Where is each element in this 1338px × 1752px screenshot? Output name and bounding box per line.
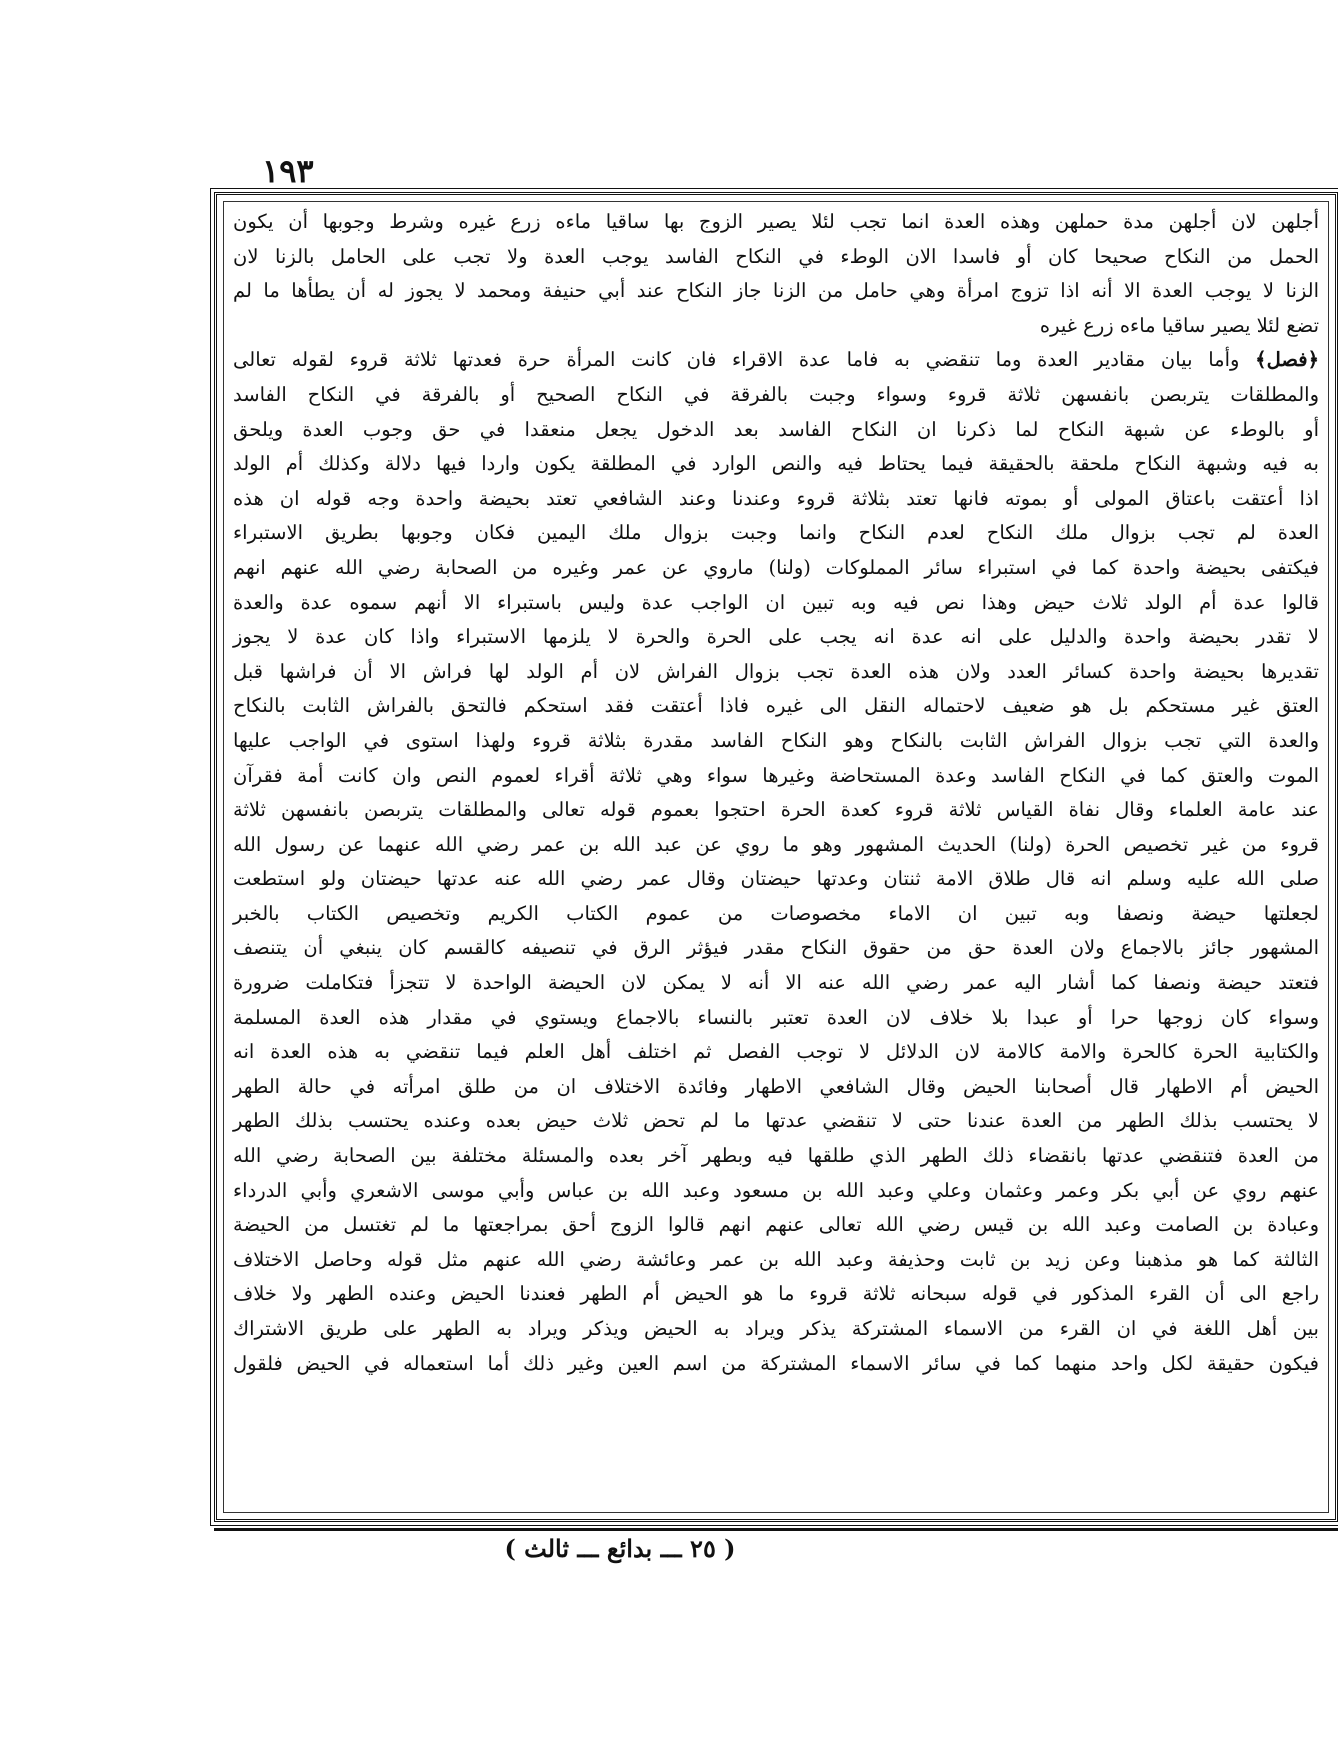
text-line: والمطلقات يتربصن بانفسهن ثلاثة قروء وسواء وجبت بالفرقة في النكاح الصحيح أو بالفرقة في النكاح الفاسد [233,382,1319,406]
text-line: صلى الله عليه وسلم انه قال طلاق الامة ثنتان وعدتها حيضتان وقال عمر رضي الله عنه عدتها حيضتان ولو استطعت [233,867,1319,891]
text-line: راجع الى أن القرء المذكور في قوله سبحانه ثلاثة قروء ما هو الحيض أم الطهر فعندنا الحيض وعنده الطهر ولا خلاف [233,1282,1319,1306]
text-line: والكتابية الحرة كالحرة والامة كالامة لان الدلائل لا توجب الفصل ثم اختلف أهل العلم فيما تنقضي به هذه العدة انه [233,1040,1319,1064]
section-heading: ﴿فصل﴾ [1255,348,1319,372]
text-line: من العدة فتنقضي عدتها بانقضاء ذلك الطهر الذي طلقها فيه وبطهر آخر بعده والمسئلة مختلفة بين الصحابة رضي الله [233,1144,1319,1168]
text-line: ﴿فصل﴾ وأما بيان مقادير العدة وما تنقضي به فاما عدة الاقراء فان كانت المرأة حرة فعدتها ثلاثة قروء لقوله تعالى [233,348,1319,372]
text-line: والعدة التي تجب بزوال الفراش الثابت بالنكاح وهو النكاح الفاسد مقدرة بثلاثة قروء ولهذا استوى في الواجب عليها [233,728,1319,752]
text-body [233,205,1319,1509]
text-line: العتق غير مستحكم بل هو ضعيف لاحتماله النقل الى غيره فاذا أعتقت فقد استحكم فالتحق بالفراش الثابت بالنكاح [233,694,1319,718]
text-line: فيكتفى بحيضة واحدة كما في استبراء سائر المملوكات (ولنا) ماروي عن عمر وغيره من الصحابة رضي الله عنهم انهم [233,555,1319,579]
text-line: الحيض أم الاطهار قال أصحابنا الحيض وقال الشافعي الاطهار وفائدة الاختلاف ان من طلق امرأته في حالة الطهر [233,1074,1319,1098]
text-line: به فيه وشبهة النكاح ملحقة بالحقيقة فيما يحتاط فيه والنص الوارد في المطلقة يكون واردا فيها دلالة وكذلك أم الولد [233,452,1319,476]
page-footer: ( ٢٥ ـــ بدائع ـــ ثالث ) [504,1534,736,1563]
text-frame [214,192,1338,1522]
text-line: الثالثة كما هو مذهبنا وعن زيد بن ثابت وحذيفة وعبد الله بن عمر وعائشة رضي الله عنهم مثل قوله وحاصل الاختلاف [233,1247,1319,1271]
text-line: الحمل من النكاح صحيحا كان أو فاسدا الان الوطء في النكاح الفاسد يوجب العدة ولا تجب على الحامل بالزنا لان [233,244,1319,268]
text-line: أو بالوطء عن شبهة النكاح لما ذكرنا ان النكاح الفاسد بعد الدخول يجعل منعقدا في حق وجوب العدة ويلحق [233,417,1319,441]
text-line: بين أهل اللغة في ان القرء من الاسماء المشتركة يذكر ويراد به الحيض ويذكر ويراد به الطهر على طريق الاشتراك [233,1317,1319,1340]
text-line: قروء من غير تخصيص الحرة (ولنا) الحديث المشهور وهو ما روي عن عبد الله بن عمر رضي الله عنهما عن رسول الله [233,832,1319,856]
text-line: الموت والعتق كما في النكاح الفاسد وعدة المستحاضة وغيرها سواء وهي ثلاثة أقراء لعموم النص وان كانت أمة فقرآن [233,763,1319,787]
bottom-rule [214,1528,1338,1531]
text-line: لا تقدر بحيضة واحدة والدليل على انه عدة انه يجب على الحرة والحرة لا يلزمها الاستبراء واذا كان عدة لا يجوز [233,625,1319,649]
text-line: العدة لم تجب بزوال ملك النكاح لعدم النكاح وانما وجبت بزوال ملك اليمين فكان وجوبها بطريق الاستبراء [233,521,1319,545]
text-line: أجلهن لان أجلهن مدة حملهن وهذه العدة انما تجب لئلا يصير الزوج بها ساقيا ماءه زرع غيره وشرط وجوبها أن يكون [233,210,1319,233]
text-line: فتعتد حيضة ونصفا كما أشار اليه عمر رضي الله عنه الا أنه لا يمكن لان الحيضة الواحدة لا تتجزأ فتكاملت ضرورة [233,971,1319,995]
text-line: فيكون حقيقة لكل واحد منهما كما في سائر الاسماء المشتركة من اسم العين وغير ذلك أما استعماله في الحيض فلقول [233,1351,1319,1375]
text-line: تقديرها بحيضة واحدة كسائر العدد ولان هذه العدة تجب بزوال الفراش لان أم الولد لها فراش الا أن فراشها قبل [233,659,1319,683]
text-line: لا يحتسب بذلك الطهر من العدة عندنا حتى لا تنقضي عدتها ما لم تحض ثلاث حيض بعده وعنده يحتسب بذلك الطهر [233,1109,1319,1133]
text-line: وعبادة بن الصامت وعبد الله بن قيس رضي الله تعالى عنهم انهم قالوا الزوج أحق بمراجعتها ما لم تغتسل من الحيضة [233,1213,1319,1237]
text-line: قالوا عدة أم الولد ثلاث حيض وهذا نص فيه وبه تبين ان الواجب عدة وليس باستبراء الا أنهم سموه عدة والعدة [233,590,1319,614]
text-line: عنهم روي عن أبي بكر وعمر وعثمان وعلي وعبد الله بن مسعود وعبد الله بن عباس وأبي موسى الاشعري وأبي الدرداء [233,1178,1319,1202]
text-line: الزنا لا يوجب العدة الا أنه اذا تزوج امرأة وهي حامل من الزنا جاز النكاح عند أبي حنيفة ومحمد لا يجوز له أن يطأها ما لم [233,279,1319,303]
text-line: عند عامة العلماء وقال نفاة القياس ثلاثة قروء كعدة الحرة احتجوا بعموم قوله تعالى والمطلقات يتربصن بانفسهن ثلاثة [233,798,1319,822]
text-line: المشهور جائز بالاجماع ولان العدة حق من حقوق النكاح مقدر فيؤثر الرق في تنصيفه كالقسم كان ينبغي أن يتنصف [233,936,1319,960]
text-line: لجعلتها حيضة ونصفا وبه تبين ان الاماء مخصوصات من عموم الكتاب الكريم وتخصيص الكتاب بالخبر [233,901,1319,925]
text-line: تضع لئلا يصير ساقيا ماءه زرع غيره [1039,313,1319,337]
page-number: ١٩٣ [262,152,314,190]
text-line: اذا أعتقت باعتاق المولى أو بموته فانها تعتد بثلاثة قروء وعندنا وعند الشافعي تعتد بحيضة واحدة وجه قوله ان هذه [233,486,1319,510]
text-line: وسواء كان زوجها حرا أو عبدا بلا خلاف لان العدة تعتبر بالنساء بالاجماع ويستوي في مقدار هذه العدة المسلمة [233,1005,1319,1029]
